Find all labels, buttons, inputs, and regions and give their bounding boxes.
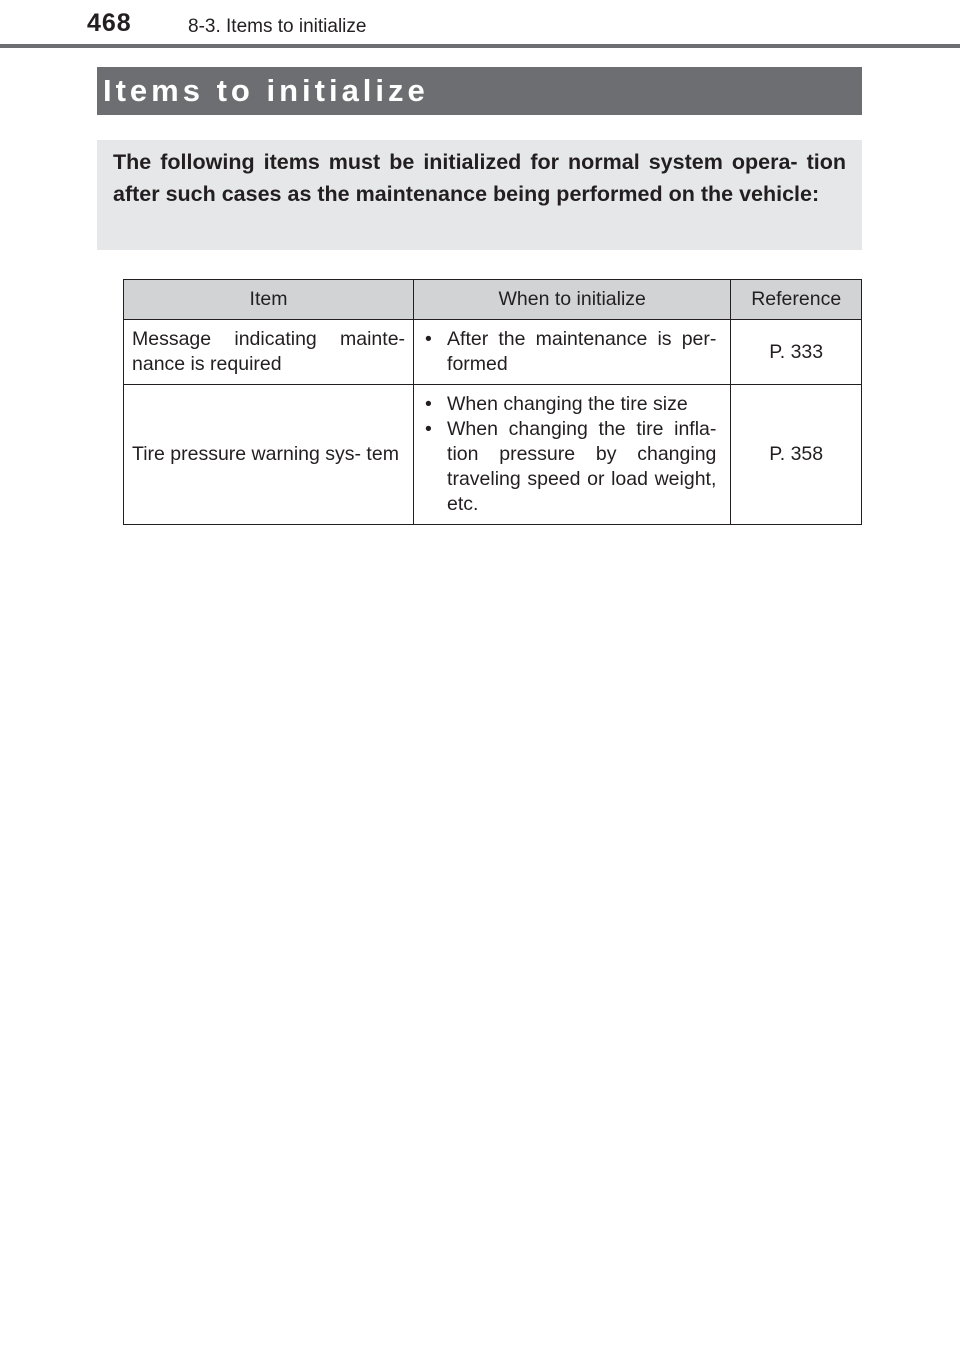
when-cell	[414, 320, 731, 385]
intro-text: The following items must be initialized for normal system opera- tion after such cases as the maintenance being performed on the vehicle:	[113, 150, 846, 206]
when-list	[422, 392, 716, 517]
column-header-item: Item	[124, 280, 414, 320]
column-header-when: When to initialize	[414, 280, 731, 320]
section-title-bar	[97, 67, 862, 115]
item-cell: Tire pressure warning sys- tem	[124, 385, 414, 525]
when-list-item: • After the maintenance is per- formed	[422, 327, 716, 377]
item-cell: Message indicating mainte- nance is required	[124, 320, 414, 385]
when-list-item: • When changing the tire infla- tion pressure by changing traveling speed or load weight, etc.	[422, 417, 716, 517]
table-row	[124, 385, 862, 525]
reference-cell: P. 333	[731, 320, 862, 385]
page-header	[0, 0, 960, 50]
column-header-reference: Reference	[731, 280, 862, 320]
items-table	[123, 279, 862, 525]
table-row	[124, 320, 862, 385]
table-header-row	[124, 280, 862, 320]
when-cell	[414, 385, 731, 525]
when-list	[422, 327, 716, 377]
section-reference: 8-3. Items to initialize	[188, 16, 367, 37]
reference-cell: P. 358	[731, 385, 862, 525]
section-title: Items to initialize	[103, 73, 429, 108]
intro-box	[97, 140, 862, 250]
page-number: 468	[87, 9, 132, 37]
when-list-item: • When changing the tire size	[422, 392, 716, 417]
header-rule	[0, 44, 960, 48]
